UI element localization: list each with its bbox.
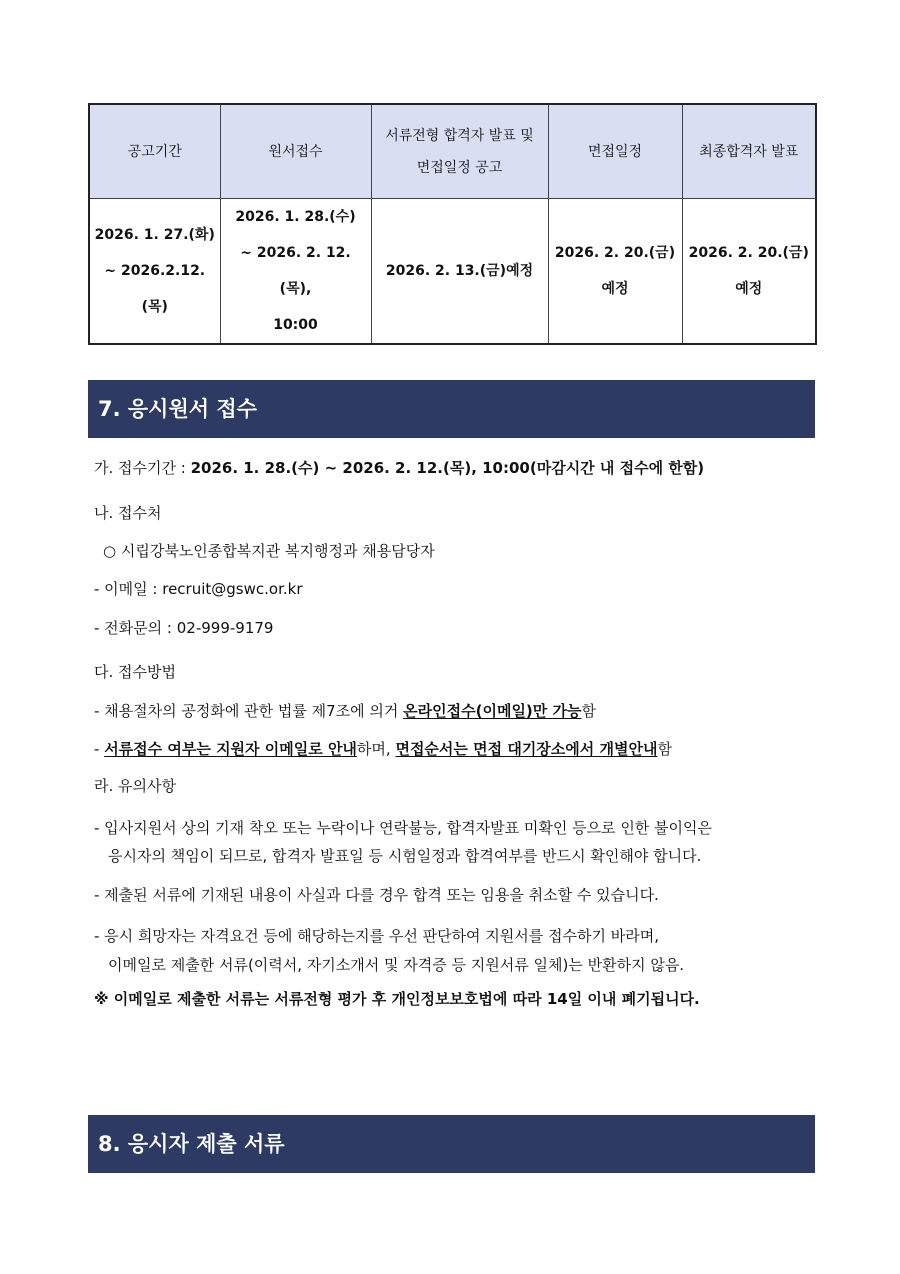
method2-prefix: - (94, 740, 105, 758)
method-line-1 (94, 701, 596, 721)
note2: - 제출된 서류에 기재된 내용이 사실과 다를 경우 합격 또는 임용을 취소할 수 있습니다. (94, 886, 659, 904)
method2-mid: 하며, (356, 740, 396, 758)
place-org: ○ 시립강북노인종합복지관 복지행정과 채용담당자 (103, 542, 435, 560)
note3-line2: 이메일로 제출한 서류(이력서, 자기소개서 및 자격증 등 지원서류 일체)는 반환하지 않음. (108, 956, 685, 974)
notes-heading: 라. 유의사항 (94, 777, 176, 795)
phone-line: - 전화문의 : 02-999-9179 (94, 619, 274, 637)
header-application: 원서접수 (220, 104, 371, 199)
header-announcement-period: 공고기간 (89, 104, 220, 199)
section8-title: 8. 응시자 제출 서류 (88, 1115, 815, 1173)
method2-suffix: 함 (657, 740, 672, 758)
schedule-header-row (89, 104, 816, 199)
method1-suffix: 함 (581, 702, 596, 720)
method-heading: 다. 접수방법 (94, 663, 176, 681)
cell-application: 2026. 1. 28.(수) ~ 2026. 2. 12.(목), 10:00 (220, 199, 371, 345)
method2-emphasis-1: 서류접수 여부는 지원자 이메일로 안내 (104, 740, 357, 758)
schedule-data-row (89, 199, 816, 345)
method1-emphasis: 온라인접수(이메일)만 가능 (403, 702, 582, 720)
method2-emphasis-2: 면접순서는 면접 대기장소에서 개별안내 (395, 740, 658, 758)
header-interview: 면접일정 (548, 104, 682, 199)
note1-line2: 응시자의 책임이 되므로, 합격자 발표일 등 시험일정과 합격여부를 반드시 확인해야 합니다. (108, 847, 702, 865)
section7-title: 7. 응시원서 접수 (88, 380, 815, 438)
cell-final-result: 2026. 2. 20.(금) 예정 (682, 199, 816, 345)
method1-text: - 채용절차의 공정화에 관한 법률 제7조에 의거 (94, 702, 404, 720)
note3-line1: - 응시 희망자는 자격요건 등에 해당하는지를 우선 판단하여 지원서를 접수하기 바라며, (94, 927, 660, 945)
cell-document-result: 2026. 2. 13.(금)예정 (371, 199, 548, 345)
period-value: 2026. 1. 28.(수) ~ 2026. 2. 12.(목), 10:00(마감시간 내 접수에 한함) (190, 459, 705, 477)
email-line: - 이메일 : recruit@gswc.or.kr (94, 580, 303, 598)
note1-line1: - 입사지원서 상의 기재 착오 또는 누락이나 연락불능, 합격자발표 미확인 등으로 인한 불이익은 (94, 819, 713, 837)
method-line-2 (94, 739, 672, 759)
schedule-table (88, 103, 817, 345)
cell-announcement-period: 2026. 1. 27.(화) ~ 2026.2.12.(목) (89, 199, 220, 345)
header-final-result: 최종합격자 발표 (682, 104, 816, 199)
place-heading: 나. 접수처 (94, 504, 162, 522)
period-label: 가. 접수기간 : (94, 459, 191, 477)
header-document-result: 서류전형 합격자 발표 및 면접일정 공고 (371, 104, 548, 199)
period-line (94, 458, 704, 478)
disposal-warning: ※ 이메일로 제출한 서류는 서류전형 평가 후 개인정보보호법에 따라 14일 이내 폐기됩니다. (94, 990, 700, 1008)
cell-interview: 2026. 2. 20.(금) 예정 (548, 199, 682, 345)
